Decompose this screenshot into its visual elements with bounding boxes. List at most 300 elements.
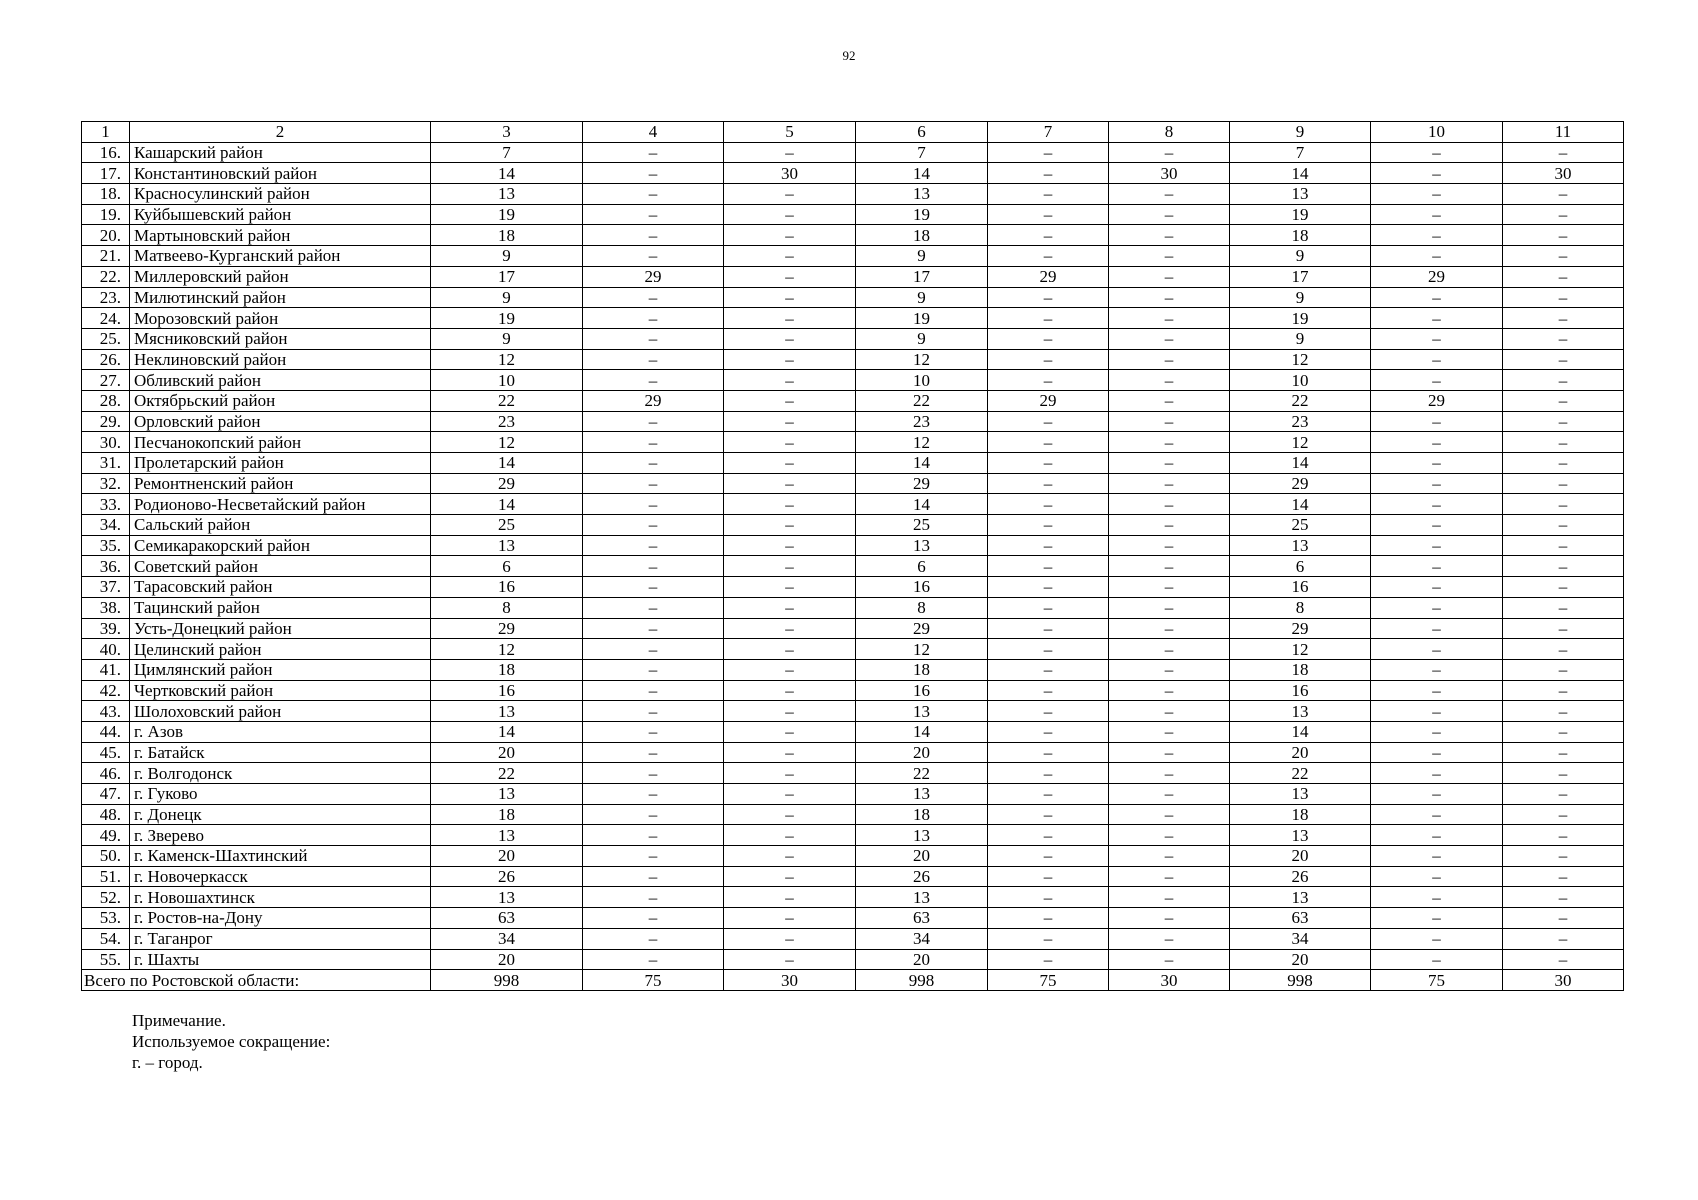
value-cell: – xyxy=(724,577,856,598)
district-name-cell: Пролетарский район xyxy=(130,453,431,474)
value-cell: – xyxy=(988,908,1109,929)
value-cell: – xyxy=(1503,577,1624,598)
value-cell: – xyxy=(1109,577,1230,598)
value-cell: – xyxy=(1371,494,1503,515)
value-cell: – xyxy=(583,763,724,784)
district-name-cell: Шолоховский район xyxy=(130,701,431,722)
value-cell: 22 xyxy=(1230,390,1371,411)
value-cell: 20 xyxy=(431,949,583,970)
value-cell: – xyxy=(1109,701,1230,722)
value-cell: – xyxy=(1503,494,1624,515)
value-cell: 10 xyxy=(1230,370,1371,391)
value-cell: – xyxy=(1503,184,1624,205)
value-cell: 6 xyxy=(1230,556,1371,577)
value-cell: – xyxy=(583,908,724,929)
table-row xyxy=(82,680,1624,701)
value-cell: 14 xyxy=(431,721,583,742)
value-cell: 7 xyxy=(431,142,583,163)
value-cell: 30 xyxy=(724,163,856,184)
value-cell: 13 xyxy=(431,825,583,846)
value-cell: – xyxy=(1503,804,1624,825)
value-cell: – xyxy=(1371,163,1503,184)
row-number-cell: 32. xyxy=(82,473,130,494)
row-number-cell: 43. xyxy=(82,701,130,722)
value-cell: – xyxy=(1109,597,1230,618)
value-cell: 16 xyxy=(431,577,583,598)
value-cell: – xyxy=(1503,246,1624,267)
row-number-cell: 37. xyxy=(82,577,130,598)
district-name-cell: г. Ростов-на-Дону xyxy=(130,908,431,929)
value-cell: – xyxy=(988,225,1109,246)
value-cell: – xyxy=(1109,494,1230,515)
value-cell: – xyxy=(1503,618,1624,639)
column-number-cell: 3 xyxy=(431,122,583,143)
value-cell: – xyxy=(1503,515,1624,536)
value-cell: – xyxy=(1503,204,1624,225)
value-cell: 17 xyxy=(431,266,583,287)
value-cell: 30 xyxy=(1109,163,1230,184)
value-cell: – xyxy=(583,163,724,184)
table-row xyxy=(82,328,1624,349)
district-name-cell: Песчанокопский район xyxy=(130,432,431,453)
value-cell: – xyxy=(1109,390,1230,411)
value-cell: – xyxy=(583,287,724,308)
value-cell: – xyxy=(583,494,724,515)
value-cell: – xyxy=(583,556,724,577)
data-table xyxy=(81,121,1624,991)
value-cell: – xyxy=(988,721,1109,742)
value-cell: 14 xyxy=(856,721,988,742)
value-cell: 25 xyxy=(856,515,988,536)
table-row xyxy=(82,887,1624,908)
value-cell: 14 xyxy=(431,453,583,474)
value-cell: 9 xyxy=(431,246,583,267)
value-cell: – xyxy=(724,763,856,784)
value-cell: – xyxy=(1371,287,1503,308)
value-cell: – xyxy=(724,266,856,287)
value-cell: – xyxy=(1503,639,1624,660)
district-name-cell: Милютинский район xyxy=(130,287,431,308)
value-cell: – xyxy=(583,204,724,225)
value-cell: – xyxy=(1503,846,1624,867)
value-cell: 17 xyxy=(856,266,988,287)
value-cell: 16 xyxy=(431,680,583,701)
row-number-cell: 36. xyxy=(82,556,130,577)
value-cell: – xyxy=(583,825,724,846)
value-cell: 12 xyxy=(856,349,988,370)
table-row xyxy=(82,784,1624,805)
value-cell: – xyxy=(1109,349,1230,370)
value-cell: – xyxy=(724,908,856,929)
value-cell: 29 xyxy=(988,266,1109,287)
row-number-cell: 38. xyxy=(82,597,130,618)
value-cell: – xyxy=(724,597,856,618)
table-row xyxy=(82,266,1624,287)
value-cell: 7 xyxy=(1230,142,1371,163)
value-cell: 22 xyxy=(1230,763,1371,784)
value-cell: – xyxy=(1371,866,1503,887)
value-cell: 20 xyxy=(1230,742,1371,763)
value-cell: 12 xyxy=(431,349,583,370)
value-cell: – xyxy=(988,577,1109,598)
table-row xyxy=(82,618,1624,639)
value-cell: – xyxy=(988,618,1109,639)
value-cell: 22 xyxy=(856,763,988,784)
value-cell: – xyxy=(583,618,724,639)
district-name-cell: Советский район xyxy=(130,556,431,577)
value-cell: – xyxy=(1109,804,1230,825)
value-cell: – xyxy=(988,411,1109,432)
value-cell: – xyxy=(1109,784,1230,805)
table-row xyxy=(82,949,1624,970)
value-cell: 13 xyxy=(431,535,583,556)
value-cell: – xyxy=(1109,866,1230,887)
value-cell: – xyxy=(1109,246,1230,267)
value-cell: – xyxy=(724,618,856,639)
district-name-cell: г. Каменск-Шахтинский xyxy=(130,846,431,867)
value-cell: 12 xyxy=(431,639,583,660)
value-cell: – xyxy=(1371,556,1503,577)
value-cell: 18 xyxy=(856,804,988,825)
value-cell: 20 xyxy=(856,742,988,763)
value-cell: – xyxy=(1503,701,1624,722)
value-cell: 20 xyxy=(1230,846,1371,867)
value-cell: – xyxy=(1371,432,1503,453)
column-number-cell: 2 xyxy=(130,122,431,143)
row-number-cell: 21. xyxy=(82,246,130,267)
value-cell: – xyxy=(1371,349,1503,370)
value-cell: – xyxy=(1503,784,1624,805)
row-number-cell: 46. xyxy=(82,763,130,784)
value-cell: – xyxy=(1503,432,1624,453)
table-row xyxy=(82,246,1624,267)
value-cell: – xyxy=(1109,328,1230,349)
value-cell: – xyxy=(1109,266,1230,287)
value-cell: 9 xyxy=(1230,246,1371,267)
value-cell: – xyxy=(1503,680,1624,701)
total-value-cell: 30 xyxy=(724,970,856,991)
value-cell: – xyxy=(583,577,724,598)
value-cell: – xyxy=(1371,908,1503,929)
table-row xyxy=(82,453,1624,474)
table-row xyxy=(82,494,1624,515)
value-cell: – xyxy=(1503,763,1624,784)
value-cell: – xyxy=(1503,453,1624,474)
value-cell: – xyxy=(1503,825,1624,846)
table-row xyxy=(82,763,1624,784)
value-cell: – xyxy=(583,887,724,908)
column-number-cell: 1 xyxy=(82,122,130,143)
value-cell: 29 xyxy=(1230,473,1371,494)
value-cell: – xyxy=(988,804,1109,825)
table-row xyxy=(82,701,1624,722)
value-cell: – xyxy=(583,742,724,763)
value-cell: – xyxy=(1503,287,1624,308)
value-cell: – xyxy=(1371,597,1503,618)
value-cell: – xyxy=(724,742,856,763)
value-cell: 13 xyxy=(1230,701,1371,722)
value-cell: – xyxy=(724,804,856,825)
value-cell: – xyxy=(724,556,856,577)
district-name-cell: Октябрьский район xyxy=(130,390,431,411)
value-cell: – xyxy=(1371,370,1503,391)
value-cell: – xyxy=(1109,908,1230,929)
district-name-cell: Кашарский район xyxy=(130,142,431,163)
value-cell: – xyxy=(1371,701,1503,722)
value-cell: 34 xyxy=(431,928,583,949)
value-cell: – xyxy=(1109,556,1230,577)
value-cell: – xyxy=(988,763,1109,784)
value-cell: – xyxy=(724,659,856,680)
value-cell: – xyxy=(988,928,1109,949)
value-cell: 13 xyxy=(856,184,988,205)
value-cell: – xyxy=(1371,515,1503,536)
district-name-cell: Семикаракорский район xyxy=(130,535,431,556)
value-cell: – xyxy=(988,204,1109,225)
value-cell: – xyxy=(988,453,1109,474)
district-name-cell: Неклиновский район xyxy=(130,349,431,370)
value-cell: – xyxy=(988,287,1109,308)
value-cell: – xyxy=(1109,184,1230,205)
value-cell: 19 xyxy=(431,204,583,225)
table-row xyxy=(82,515,1624,536)
value-cell: – xyxy=(583,659,724,680)
value-cell: – xyxy=(583,804,724,825)
value-cell: – xyxy=(1503,225,1624,246)
value-cell: – xyxy=(1503,535,1624,556)
value-cell: – xyxy=(1503,659,1624,680)
table-row xyxy=(82,225,1624,246)
value-cell: 9 xyxy=(431,328,583,349)
value-cell: 18 xyxy=(1230,804,1371,825)
value-cell: – xyxy=(1503,390,1624,411)
value-cell: 14 xyxy=(856,163,988,184)
value-cell: – xyxy=(724,432,856,453)
value-cell: – xyxy=(988,639,1109,660)
value-cell: – xyxy=(1371,246,1503,267)
value-cell: 29 xyxy=(1371,390,1503,411)
value-cell: 20 xyxy=(431,846,583,867)
value-cell: 13 xyxy=(431,887,583,908)
value-cell: – xyxy=(583,411,724,432)
value-cell: – xyxy=(988,494,1109,515)
value-cell: – xyxy=(1371,846,1503,867)
district-name-cell: Тацинский район xyxy=(130,597,431,618)
value-cell: – xyxy=(1371,928,1503,949)
district-name-cell: Красносулинский район xyxy=(130,184,431,205)
table-row xyxy=(82,308,1624,329)
row-number-cell: 28. xyxy=(82,390,130,411)
district-name-cell: Целинский район xyxy=(130,639,431,660)
value-cell: – xyxy=(1109,887,1230,908)
value-cell: 29 xyxy=(856,618,988,639)
value-cell: – xyxy=(724,784,856,805)
value-cell: 13 xyxy=(431,184,583,205)
value-cell: – xyxy=(583,680,724,701)
value-cell: – xyxy=(1503,328,1624,349)
table-row xyxy=(82,411,1624,432)
value-cell: 29 xyxy=(856,473,988,494)
value-cell: – xyxy=(583,721,724,742)
value-cell: – xyxy=(1109,453,1230,474)
table-row xyxy=(82,535,1624,556)
district-name-cell: г. Гуково xyxy=(130,784,431,805)
district-name-cell: г. Батайск xyxy=(130,742,431,763)
row-number-cell: 34. xyxy=(82,515,130,536)
table-row xyxy=(82,287,1624,308)
district-name-cell: Обливский район xyxy=(130,370,431,391)
value-cell: – xyxy=(1503,349,1624,370)
value-cell: – xyxy=(583,432,724,453)
value-cell: 14 xyxy=(1230,163,1371,184)
value-cell: – xyxy=(1371,721,1503,742)
value-cell: 19 xyxy=(431,308,583,329)
value-cell: – xyxy=(583,949,724,970)
value-cell: 6 xyxy=(856,556,988,577)
row-number-cell: 49. xyxy=(82,825,130,846)
value-cell: – xyxy=(1371,225,1503,246)
value-cell: – xyxy=(1109,308,1230,329)
value-cell: – xyxy=(988,597,1109,618)
district-name-cell: Орловский район xyxy=(130,411,431,432)
value-cell: 8 xyxy=(856,597,988,618)
value-cell: 13 xyxy=(1230,184,1371,205)
district-name-cell: г. Новочеркасск xyxy=(130,866,431,887)
value-cell: 14 xyxy=(856,494,988,515)
value-cell: 26 xyxy=(856,866,988,887)
row-number-cell: 39. xyxy=(82,618,130,639)
page-number: 92 xyxy=(842,48,856,63)
value-cell: 30 xyxy=(1503,163,1624,184)
value-cell: – xyxy=(1109,535,1230,556)
value-cell: – xyxy=(1503,949,1624,970)
value-cell: 29 xyxy=(1230,618,1371,639)
value-cell: 25 xyxy=(431,515,583,536)
table-row xyxy=(82,184,1624,205)
value-cell: 23 xyxy=(856,411,988,432)
value-cell: 29 xyxy=(583,390,724,411)
value-cell: – xyxy=(1371,308,1503,329)
value-cell: – xyxy=(1371,453,1503,474)
value-cell: – xyxy=(1371,204,1503,225)
value-cell: 16 xyxy=(1230,680,1371,701)
value-cell: – xyxy=(724,411,856,432)
value-cell: – xyxy=(724,246,856,267)
district-name-cell: Чертковский район xyxy=(130,680,431,701)
value-cell: 34 xyxy=(856,928,988,949)
value-cell: – xyxy=(583,515,724,536)
table-row xyxy=(82,597,1624,618)
value-cell: – xyxy=(1503,142,1624,163)
value-cell: – xyxy=(1503,370,1624,391)
note-block xyxy=(132,1010,330,1073)
value-cell: – xyxy=(988,701,1109,722)
value-cell: 16 xyxy=(1230,577,1371,598)
value-cell: – xyxy=(583,473,724,494)
value-cell: – xyxy=(1371,804,1503,825)
value-cell: – xyxy=(583,328,724,349)
value-cell: 23 xyxy=(1230,411,1371,432)
value-cell: 13 xyxy=(431,701,583,722)
column-number-cell: 5 xyxy=(724,122,856,143)
value-cell: 26 xyxy=(1230,866,1371,887)
value-cell: – xyxy=(1503,308,1624,329)
total-label-cell: Всего по Ростовской области: xyxy=(82,970,431,991)
value-cell: 18 xyxy=(431,804,583,825)
value-cell: – xyxy=(1371,659,1503,680)
value-cell: – xyxy=(583,184,724,205)
value-cell: – xyxy=(988,184,1109,205)
total-value-cell: 998 xyxy=(1230,970,1371,991)
value-cell: – xyxy=(988,659,1109,680)
value-cell: – xyxy=(724,535,856,556)
value-cell: 13 xyxy=(856,701,988,722)
row-number-cell: 48. xyxy=(82,804,130,825)
row-number-cell: 41. xyxy=(82,659,130,680)
row-number-cell: 47. xyxy=(82,784,130,805)
total-value-cell: 75 xyxy=(1371,970,1503,991)
value-cell: 7 xyxy=(856,142,988,163)
value-cell: 18 xyxy=(431,659,583,680)
value-cell: – xyxy=(724,680,856,701)
value-cell: 9 xyxy=(856,328,988,349)
value-cell: 12 xyxy=(856,432,988,453)
value-cell: – xyxy=(583,535,724,556)
value-cell: 19 xyxy=(1230,204,1371,225)
row-number-cell: 53. xyxy=(82,908,130,929)
value-cell: – xyxy=(724,949,856,970)
table-row xyxy=(82,349,1624,370)
value-cell: 14 xyxy=(431,163,583,184)
value-cell: – xyxy=(724,370,856,391)
value-cell: – xyxy=(583,453,724,474)
value-cell: – xyxy=(724,887,856,908)
district-name-cell: Сальский район xyxy=(130,515,431,536)
row-number-cell: 35. xyxy=(82,535,130,556)
table-row xyxy=(82,721,1624,742)
row-number-cell: 50. xyxy=(82,846,130,867)
table-row xyxy=(82,556,1624,577)
value-cell: 18 xyxy=(431,225,583,246)
district-name-cell: Константиновский район xyxy=(130,163,431,184)
value-cell: – xyxy=(1109,928,1230,949)
district-name-cell: Тарасовский район xyxy=(130,577,431,598)
value-cell: – xyxy=(724,225,856,246)
value-cell: 12 xyxy=(1230,349,1371,370)
value-cell: – xyxy=(1109,225,1230,246)
value-cell: 10 xyxy=(431,370,583,391)
value-cell: – xyxy=(988,246,1109,267)
district-name-cell: г. Азов xyxy=(130,721,431,742)
value-cell: – xyxy=(988,846,1109,867)
value-cell: – xyxy=(1371,535,1503,556)
value-cell: – xyxy=(988,556,1109,577)
value-cell: – xyxy=(1503,556,1624,577)
value-cell: – xyxy=(724,473,856,494)
table-row xyxy=(82,204,1624,225)
value-cell: 14 xyxy=(856,453,988,474)
value-cell: 13 xyxy=(856,887,988,908)
table-row xyxy=(82,370,1624,391)
row-number-cell: 23. xyxy=(82,287,130,308)
district-name-cell: Родионово-Несветайский район xyxy=(130,494,431,515)
value-cell: – xyxy=(988,866,1109,887)
district-name-cell: Цимлянский район xyxy=(130,659,431,680)
district-name-cell: г. Таганрог xyxy=(130,928,431,949)
value-cell: – xyxy=(724,308,856,329)
value-cell: – xyxy=(988,742,1109,763)
value-cell: – xyxy=(1109,680,1230,701)
